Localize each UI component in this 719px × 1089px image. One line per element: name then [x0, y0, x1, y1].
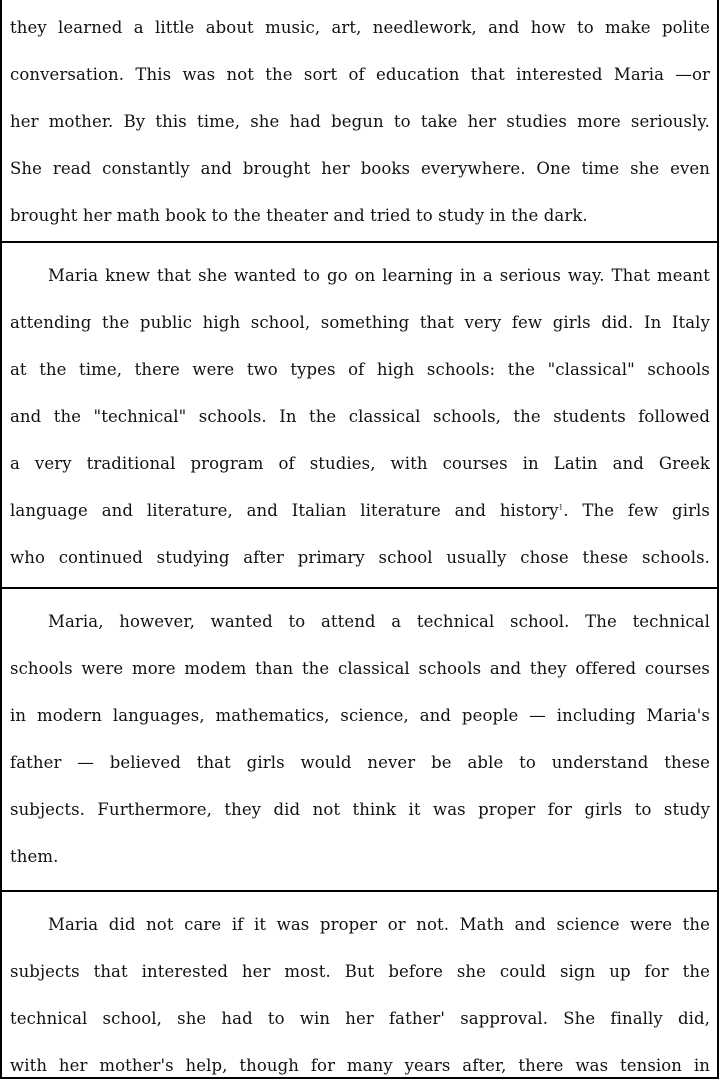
text-line: they learned a little about music, art, needlework, and how to make polite [10, 18, 710, 37]
text-line: with her mother's help, though for many years after, there was tension in [10, 1056, 710, 1075]
text-line: a very traditional program of studies, with courses in Latin and Greek [10, 454, 710, 473]
text-line: Maria did not care if it was proper or not. Math and science were the [48, 915, 710, 934]
text-segment: language and literature, and Italian literature and history [10, 501, 559, 520]
text-line: technical school, she had to win her father' sapproval. She finally did, [10, 1009, 710, 1028]
text-line: subjects that interested her most. But before she could sign up for the [10, 962, 710, 981]
text-line: conversation. This was not the sort of education that interested Maria —or [10, 65, 710, 84]
text-line: in modern languages, mathematics, science, and people — including Maria's [10, 706, 710, 725]
paragraph-box-2 [2, 243, 717, 589]
text-line: father — believed that girls would never be able to understand these [10, 753, 710, 772]
text-line: attending the public high school, something that very few girls did. In Italy [10, 313, 710, 332]
text-segment: . The few girls [563, 501, 710, 520]
paragraph-box-1 [2, 0, 717, 243]
text-line: schools were more modem than the classical schools and they offered courses [10, 659, 710, 678]
text-line-with-footnote [10, 487, 710, 534]
text-line: who continued studying after primary school usually chose these schools. [10, 548, 710, 567]
footnote-marker: 1 [558, 503, 564, 512]
text-line: Maria knew that she wanted to go on learning in a serious way. That meant [48, 266, 710, 285]
paragraph-box-3 [2, 589, 717, 892]
text-line: brought her math book to the theater and tried to study in the dark. [10, 206, 588, 225]
text-line: her mother. By this time, she had begun to take her studies more seriously. [10, 112, 710, 131]
text-line: at the time, there were two types of high schools: the "classical" schools [10, 360, 710, 379]
text-line: and the "technical" schools. In the classical schools, the students followed [10, 407, 710, 426]
paragraph-box-4 [2, 892, 717, 1077]
text-line: subjects. Furthermore, they did not think it was proper for girls to study [10, 800, 710, 819]
text-line: Maria, however, wanted to attend a technical school. The technical [48, 612, 710, 631]
text-line: them. [10, 847, 59, 866]
text-line: She read constantly and brought her books everywhere. One time she even [10, 159, 710, 178]
